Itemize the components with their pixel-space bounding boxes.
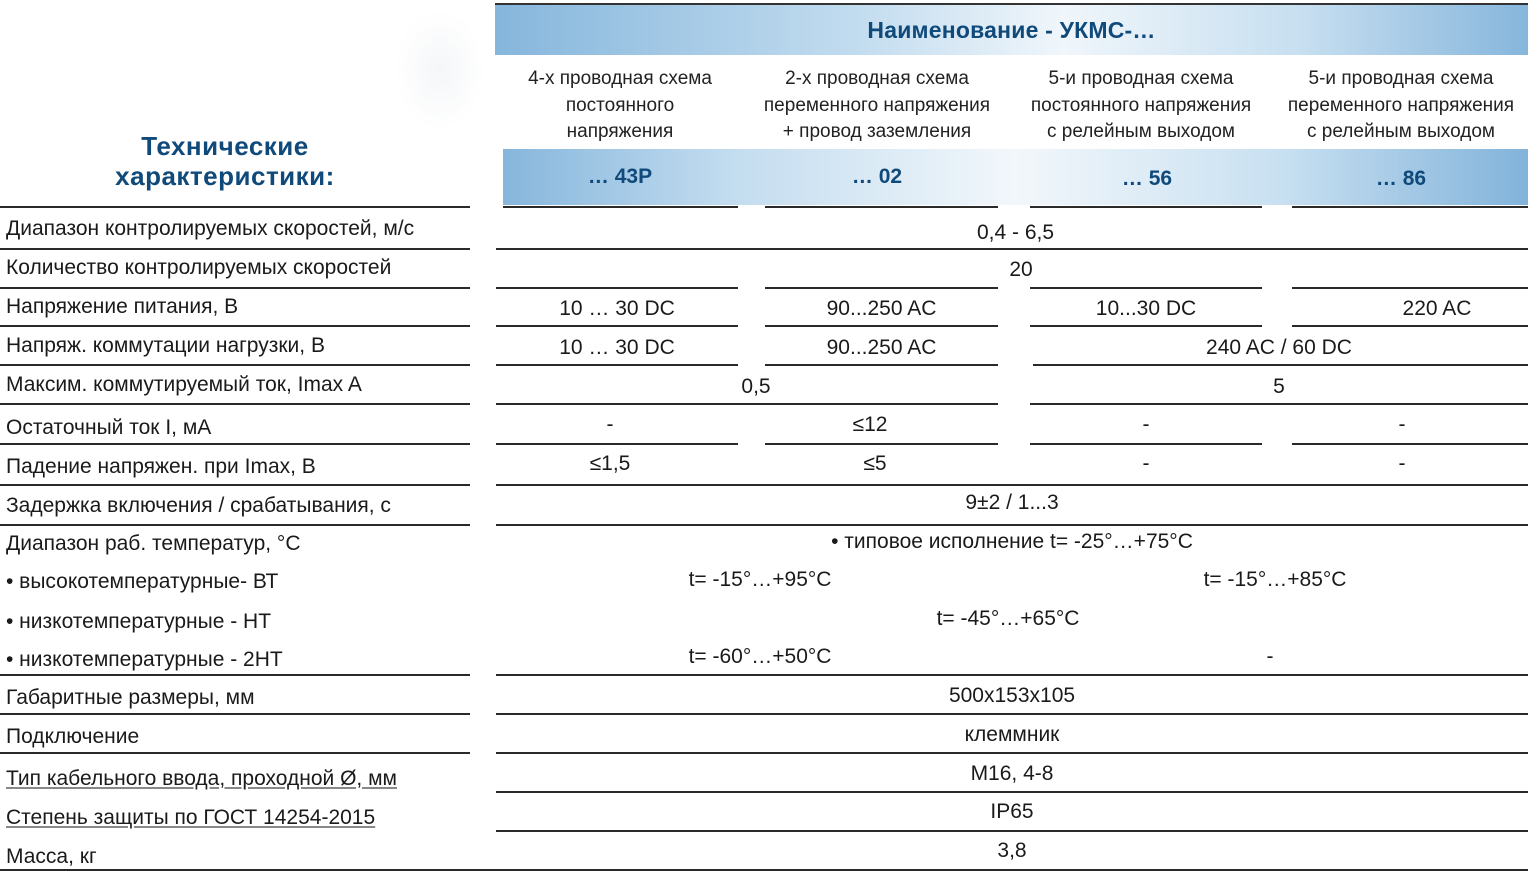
row-divider — [496, 248, 1528, 250]
value-supply-voltage-56: 10...30 DC — [1095, 297, 1197, 320]
row-divider — [496, 403, 998, 405]
column-desc-line: с релейным выходом — [1047, 121, 1235, 142]
row-label-speed-range: Диапазон контролируемых скоростей, м/с — [6, 217, 415, 240]
row-divider — [1292, 325, 1528, 327]
column-desc-line: с релейным выходом — [1307, 121, 1495, 142]
row-divider — [1292, 443, 1528, 445]
value-switch-voltage-02: 90...250 AC — [826, 336, 937, 359]
row-label-speed-count: Количество контролируемых скоростей — [6, 256, 392, 279]
value-supply-voltage-43p: 10 … 30 DC — [559, 297, 675, 320]
column-desc-line: постоянного — [565, 94, 675, 116]
column-desc-line: 4-х проводная схема — [528, 68, 712, 89]
product-name-header — [495, 3, 1528, 55]
row-divider — [765, 325, 998, 327]
row-label-mass: Масса, кг — [6, 845, 97, 868]
value-temp-2nt-solid: t= -60°…+50°С — [688, 645, 832, 668]
row-label-temp-range: Диапазон раб. температур, °С — [6, 532, 301, 555]
value-temp-nt: t= -45°…+65°С — [936, 607, 1080, 630]
column-desc-line: переменного напряжения — [763, 94, 991, 116]
row-divider — [0, 248, 470, 250]
row-divider — [765, 206, 998, 208]
spec-title-line: Технические — [141, 131, 309, 161]
row-divider — [765, 443, 998, 445]
row-divider — [0, 403, 470, 405]
row-label-protection: Степень защиты по ГОСТ 14254-2015 — [6, 806, 376, 829]
row-label-supply-voltage: Напряжение питания, В — [6, 295, 239, 318]
column-desc-line: 5-и проводная схема — [1048, 68, 1234, 89]
row-divider — [496, 443, 738, 445]
row-divider — [1033, 364, 1528, 366]
value-supply-voltage-02: 90...250 AC — [826, 297, 937, 320]
row-divider — [0, 443, 470, 445]
row-label-voltage-drop: Падение напряжен. при Imax, В — [6, 455, 316, 478]
row-divider — [0, 364, 470, 366]
value-residual-current-86: - — [1398, 413, 1406, 436]
value-residual-current-43p: - — [606, 413, 614, 436]
value-speed-range: 0,4 - 6,5 — [976, 221, 1055, 244]
value-dimensions: 500x153x105 — [948, 684, 1076, 707]
row-divider — [1030, 443, 1262, 445]
row-divider — [496, 364, 738, 366]
row-divider — [0, 524, 470, 526]
row-divider — [496, 830, 1528, 832]
row-divider — [496, 325, 738, 327]
column-header-02 — [746, 66, 1008, 146]
value-switch-voltage-relay: 240 AC / 60 DC — [1206, 336, 1352, 359]
column-header-86 — [1270, 66, 1528, 146]
value-cable-entry: М16, 4-8 — [970, 762, 1054, 785]
spec-section-title — [0, 131, 450, 191]
model-code-86: … 86 — [1375, 167, 1427, 190]
row-divider — [496, 791, 1528, 793]
model-code-02: … 02 — [851, 165, 903, 188]
row-divider — [0, 206, 470, 208]
row-divider — [0, 484, 470, 486]
value-delay: 9±2 / 1...3 — [965, 491, 1059, 514]
row-divider — [0, 713, 470, 715]
row-divider — [1292, 287, 1528, 289]
value-switch-voltage-43p: 10 … 30 DC — [559, 336, 675, 359]
value-temp-range: • типовое исполнение t= -25°…+75°С — [831, 530, 1193, 553]
table-bottom-rule — [0, 869, 1528, 871]
model-code-56: … 56 — [1121, 167, 1173, 190]
row-divider — [0, 674, 470, 676]
row-label-dimensions: Габаритные размеры, мм — [6, 686, 255, 709]
value-speed-count: 20 — [1009, 258, 1033, 281]
value-temp-2nt-relay: - — [1266, 645, 1274, 668]
row-label-residual-current: Остаточный ток I, мА — [6, 416, 212, 439]
row-divider — [503, 206, 738, 208]
column-desc-line: переменного напряжения — [1287, 94, 1515, 116]
value-connection: клеммник — [964, 723, 1060, 746]
value-temp-bt-solid: t= -15°…+95°С — [688, 568, 832, 591]
value-supply-voltage-86: 220 AC — [1402, 297, 1472, 320]
value-max-current-solid: 0,5 — [741, 375, 771, 398]
row-label-temp-nt: • низкотемпературные - НТ — [6, 610, 272, 633]
row-divider — [1292, 206, 1528, 208]
spec-title-line: характеристики: — [115, 161, 335, 191]
column-header-43p — [489, 66, 751, 146]
row-divider — [496, 484, 1528, 486]
row-divider — [496, 713, 1528, 715]
value-voltage-drop-43p: ≤1,5 — [589, 452, 631, 475]
row-label-delay: Задержка включения / срабатывания, с — [6, 494, 391, 517]
row-divider — [0, 325, 470, 327]
row-divider — [496, 287, 738, 289]
row-divider — [1030, 325, 1262, 327]
product-name-title: Наименование - УКМС-… — [867, 16, 1156, 43]
row-divider — [1030, 206, 1262, 208]
row-label-connection: Подключение — [6, 725, 140, 748]
value-protection: IP65 — [990, 800, 1034, 823]
row-label-cable-entry: Тип кабельного ввода, проходной Ø, мм — [6, 767, 397, 790]
row-divider — [496, 674, 1528, 676]
model-code-43p: … 43P — [587, 165, 653, 188]
row-label-temp-bt: • высокотемпературные- ВТ — [6, 570, 279, 593]
column-desc-line: + провод заземления — [782, 121, 972, 142]
column-header-56 — [1010, 66, 1272, 146]
row-divider — [0, 287, 470, 289]
row-divider — [765, 287, 998, 289]
row-label-switch-voltage: Напряж. коммутации нагрузки, В — [6, 334, 325, 357]
value-max-current-relay: 5 — [1273, 375, 1285, 398]
value-voltage-drop-86: - — [1398, 452, 1406, 475]
column-desc-line: постоянного напряжения — [1030, 94, 1252, 116]
row-divider — [496, 752, 1528, 754]
value-mass: 3,8 — [997, 839, 1027, 862]
column-desc-line: 2-х проводная схема — [785, 68, 969, 89]
row-divider — [765, 364, 998, 366]
row-divider — [496, 524, 1528, 526]
column-desc-line: 5-и проводная схема — [1308, 68, 1494, 89]
value-voltage-drop-56: - — [1142, 452, 1150, 475]
value-voltage-drop-02: ≤5 — [863, 452, 887, 475]
row-divider — [1030, 403, 1528, 405]
value-residual-current-56: - — [1142, 413, 1150, 436]
column-desc-line: напряжения — [566, 121, 674, 142]
value-residual-current-02: ≤12 — [852, 413, 888, 436]
row-label-temp-2nt: • низкотемпературные - 2НТ — [6, 648, 283, 671]
decorative-watermark — [395, 10, 485, 130]
row-divider — [0, 752, 470, 754]
row-divider — [1030, 287, 1262, 289]
row-label-max-current: Максим. коммутируемый ток, Imax A — [6, 373, 362, 396]
value-temp-bt-relay: t= -15°…+85°С — [1203, 568, 1347, 591]
